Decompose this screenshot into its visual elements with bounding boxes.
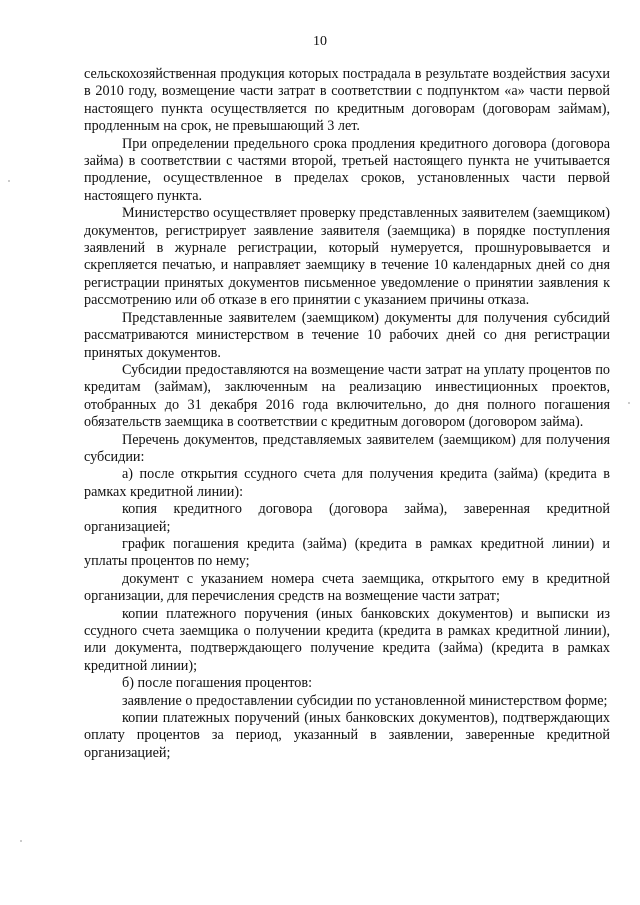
list-item-credit-agreement-copy: копия кредитного договора (договора займа), заверенная кредитной организацией; <box>84 501 610 535</box>
paragraph-review-period: Представленные заявителем (заемщиком) документы для получения субсидий рассматриваются министерством в течение 10 рабочих дней со дня регистрации принятых документов. <box>84 309 610 361</box>
list-item-account-document: документ с указанием номера счета заемщика, открытого ему в кредитной организации, для перечисления средств на возмещение части затрат; <box>84 570 610 605</box>
list-item-subsidy-application: заявление о предоставлении субсидии по установленной министерством форме; <box>122 692 608 709</box>
document-body <box>84 66 610 762</box>
paragraph-documents-list-intro: Перечень документов, представляемых заявителем (заемщиком) для получения субсидии: <box>84 431 610 465</box>
page-number: 10 <box>313 34 327 49</box>
list-item-b-heading: б) после погашения процентов: <box>122 675 313 692</box>
paragraph-drought-continuation: сельскохозяйственная продукция которых пострадала в результате воздействия засухи в 2010 году, возмещение части затрат в соответствии с подпунктом «а» части первой настоящего пункта осуществляется по кредитным договорам (договорам займам), продленным на срок, не превышающий 3 лет. <box>84 66 610 135</box>
paragraph-extension-term: При определении предельного срока продления кредитного договора (договора займа) в соответствии с частями второй, третьей настоящего пункта не учитывается продление, осуществленное в пределах сроков, установленных части первой настоящего пункта. <box>84 135 610 204</box>
scan-speck <box>20 840 22 842</box>
list-item-interest-payment-copies: копии платежных поручений (иных банковских документов), подтверждающих оплату процентов за период, указанный в заявлении, заверенные кредитной организацией; <box>84 710 610 761</box>
list-item-repayment-schedule: график погашения кредита (займа) (кредита в рамках кредитной линии) и уплаты процентов по нему; <box>84 535 610 570</box>
scan-speck <box>8 180 10 182</box>
paragraph-ministry-check: Министерство осуществляет проверку представленных заявителем (заемщиком) документов, регистрирует заявление заявителя (заемщика) в порядке поступления заявлений в журнале регистрации, который нумеруется, прошнуровывается и скрепляется печатью, и направляет заемщику в течение 10 календарных дней со дня регистрации принятых документов письменное уведомление о принятии заявления к рассмотрению или об отказе в его принятии с указанием причины отказа. <box>84 205 610 309</box>
paragraph-subsidy-provision: Субсидии предоставляются на возмещение части затрат на уплату процентов по кредитам (займам), заключенным на реализацию инвестиционных проектов, отобранных до 31 декабря 2016 года включительно, до дня полного погашения обязательств заемщика в соответствии с кредитным договором (договором займа). <box>84 361 610 431</box>
list-item-a-heading: а) после открытия ссудного счета для получения кредита (займа) (кредита в рамках кредитной линии): <box>84 466 610 500</box>
list-item-payment-order-copies: копии платежного поручения (иных банковских документов) и выписки из ссудного счета заемщика о получении кредита (кредита в рамках кредитной линии), или документа, подтверждающего получение кредита (займа) (кредита в рамках кредитной линии); <box>84 605 610 674</box>
scan-speck <box>628 402 630 404</box>
